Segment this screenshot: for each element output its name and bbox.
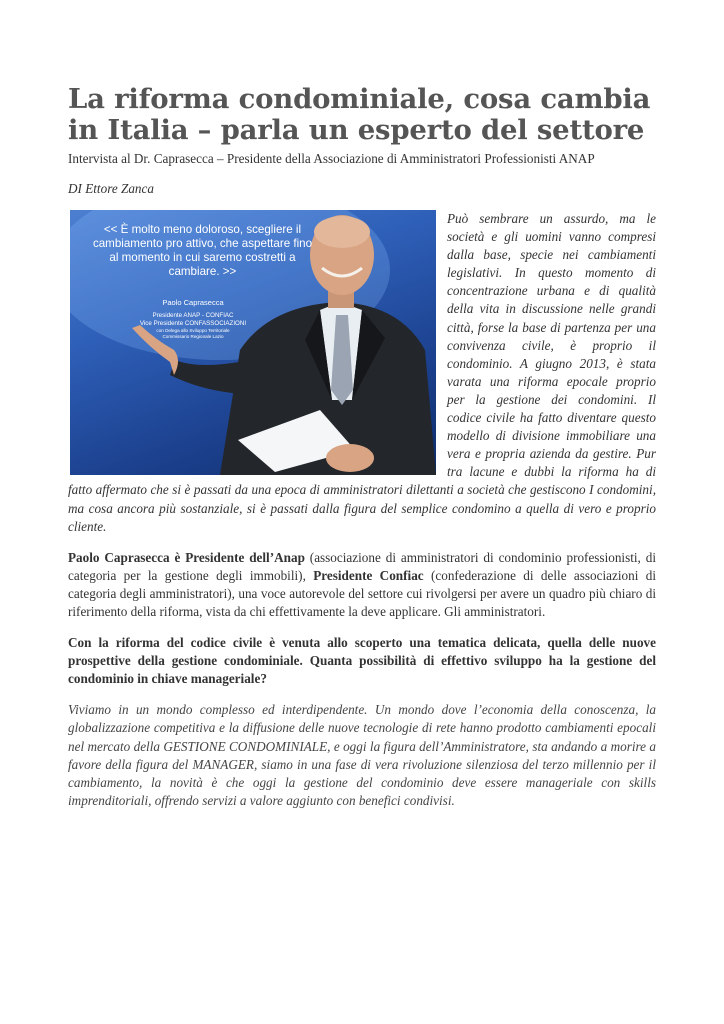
interview-answer: Viviamo in un mondo complesso ed interdipendente. Un mondo dove l’economia della conoscenza, la globalizzazione competitiva e la diffusione delle nuove tecnologie di rete hanno prodotto cambiamenti epocali nel mercato della GESTIONE CONDOMINIALE, e oggi la figura dell’Amministratore, sta andando a morire a favore della figura del MANAGER, siamo in una fase di vera rivoluzione silenziosa del terzo millennio per il cambiamento, la novità è che oggi la gestione del condominio deve essere manageriale con skills imprenditoriali, offrendo servizi a valore aggiunto con benefici condivisi. [68, 702, 656, 808]
interview-question: Con la riforma del codice civile è venuta allo scoperto una tematica delicata, quella delle nuove prospettive della gestione condominiale. Quanta possibilità di effettivo sviluppo ha la gestione del condominio in chiave manageriale? [68, 635, 656, 687]
photo-signature-block [118, 294, 268, 340]
article-photo [70, 210, 436, 475]
bio-bold-name: Paolo Caprasecca è Presidente dell’Anap [68, 549, 305, 565]
signature-line-3: con Delega allo Sviluppo Territoriale [156, 328, 230, 334]
signature-name: Paolo Caprasecca [162, 298, 224, 307]
intro-paragraph: Può sembrare un assurdo, ma le società e gli uomini vanno compresi dalla base, specie nei cambiamenti legislativi. In questo momento di concentrazione urbana e di qualità della vita in discussione nelle grandi città, forse la base di partenza per una convivenza civile, è proprio il condominio. A giugno 2013, è stata varata una riforma epocale proprio per la gestione dei condomini. Il codice civile ha fatto diventare questo modello di divisione immobiliare una vera e propria azienda da gestire. Pur tra lacune e dubbi la riforma ha di fatto affermato che si è passati da una epoca di amministratori dilettanti a società che gestiscono I condomini, ma cosa ancora più sostanziale, si è passati dalla figura del semplice condomino a quella di vero e proprio cliente. [68, 211, 656, 534]
article-subtitle: Intervista al Dr. Caprasecca – Presidente della Associazione di Amministratori Professionisti ANAP [68, 151, 595, 166]
photo-quote: << È molto meno doloroso, scegliere il cambiamento pro attivo, che aspettare fino al momento in cui saremo costretti a cambiare. >> [92, 223, 313, 278]
bio-paragraph [68, 549, 656, 621]
signature-line-2: Vice Presidente CONFASSOCIAZIONI [139, 320, 247, 328]
signature-line-1: Presidente ANAP - CONFIAC [152, 312, 234, 320]
signature-line-4: Commissario Regionale Lazio [162, 334, 224, 340]
intro-section [68, 210, 656, 536]
article-title: La riforma condominiale, cosa cambia in Italia – parla un esperto del settore [68, 83, 651, 146]
bio-text-1: (associazione di amministratori di condominio professionisti, di categoria per la gestione degli immobili), [68, 549, 656, 583]
bio-bold-confiac: Presidente Confiac [313, 567, 424, 583]
bio-text-2: (confederazione di delle associazioni di categoria degli amministratori), una voce autorevole del settore cui rivolgersi per avere un quadro più chiaro di riferimento della riforma, vista da chi effettivamente la deve applicare. Gli amministratori. [68, 567, 656, 619]
article-byline: DI Ettore Zanca [68, 181, 154, 196]
